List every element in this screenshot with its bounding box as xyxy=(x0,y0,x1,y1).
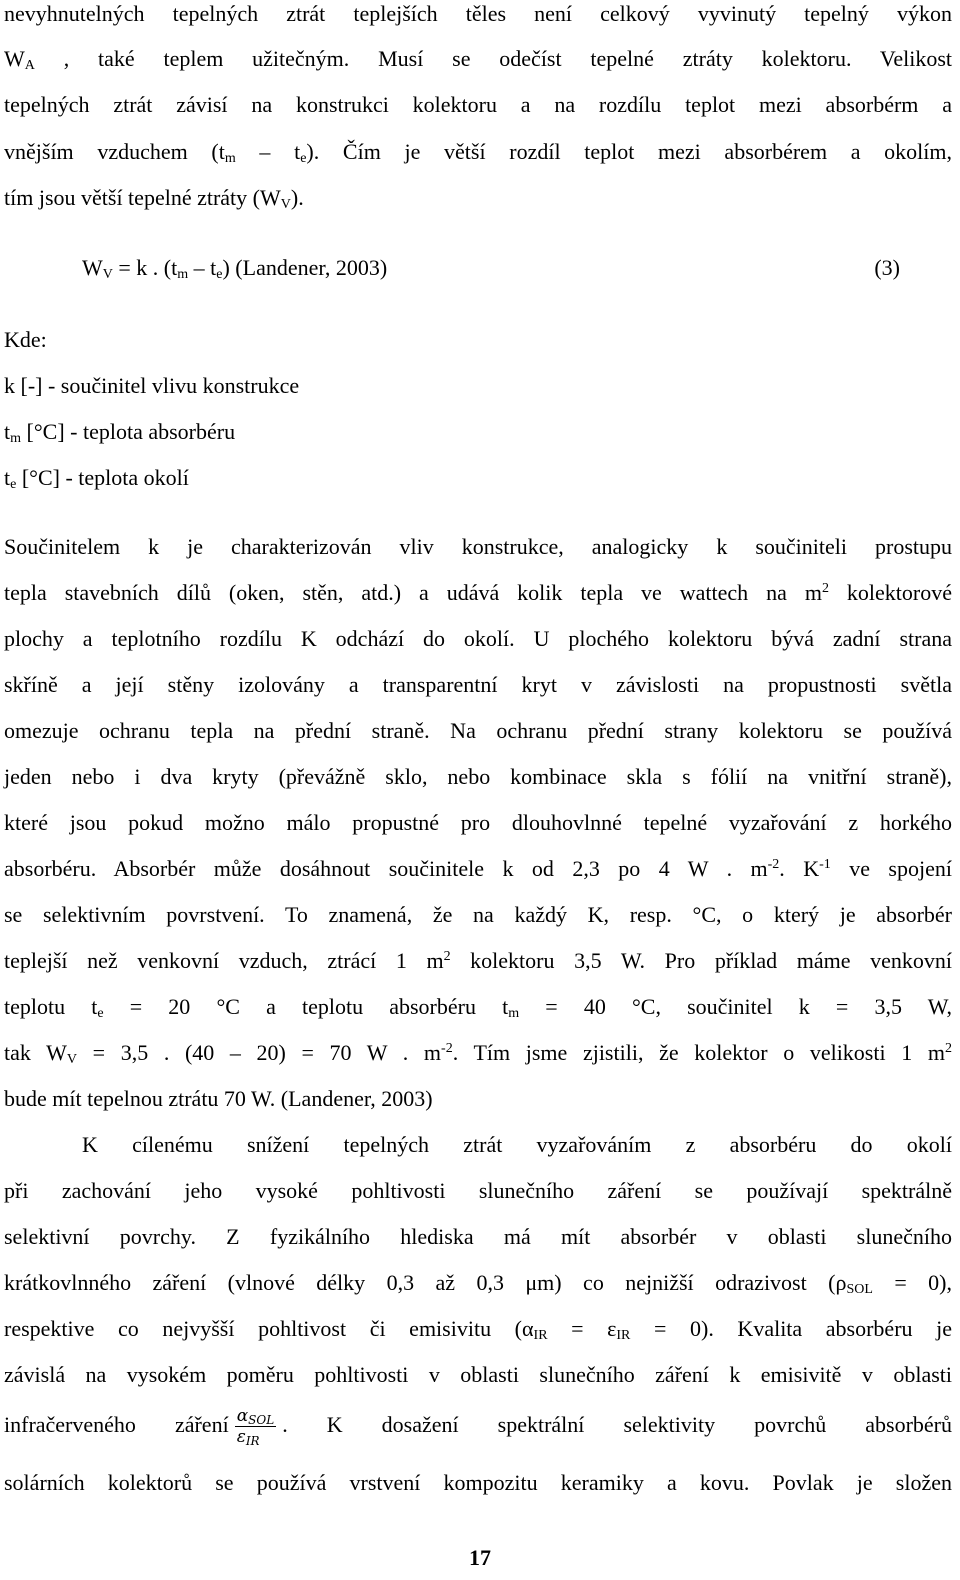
subscript: e xyxy=(300,151,307,166)
paragraph-line xyxy=(4,1269,952,1297)
paragraph-line xyxy=(82,1131,952,1159)
text: jeden nebo i dva kryty (převážně sklo, nebo kombinace skla s fólií na vnitřní straně), xyxy=(4,764,952,789)
equation xyxy=(82,254,952,282)
subscript: IR xyxy=(533,1328,548,1343)
text: omezuje ochranu tepla na přední straně. Na ochranu přední strany kolektoru se používá xyxy=(4,718,952,743)
paragraph-line xyxy=(4,625,952,653)
text: = ε xyxy=(547,1316,617,1341)
text: = 0), xyxy=(872,1270,953,1295)
paragraph-line xyxy=(4,533,952,561)
text: . K dosažení spektrální selektivity povrchů absorbérů xyxy=(282,1412,952,1437)
text: solárních kolektorů se používá vrstvení kompozitu keramiky a kovu. Povlak je složen xyxy=(4,1470,952,1495)
text: bude mít tepelnou ztrátu 70 W. (Landener, 2003) xyxy=(4,1086,433,1111)
paragraph-line xyxy=(4,1223,952,1251)
subscript: m xyxy=(177,267,189,282)
subscript: m xyxy=(224,151,236,166)
subscript: V xyxy=(280,197,291,212)
text: plochy a teplotního rozdílu K odchází do okolí. U plochého kolektoru bývá zadní strana xyxy=(4,626,952,651)
text: kolektorové xyxy=(828,580,952,605)
subscript: SOL xyxy=(248,1413,275,1428)
subscript: V xyxy=(102,267,113,282)
text: W xyxy=(4,46,25,71)
text: [°C] - teplota absorbéru xyxy=(21,419,236,444)
definition-tm xyxy=(4,418,952,446)
fraction-denominator xyxy=(235,1427,277,1447)
paragraph-line xyxy=(4,579,952,607)
paragraph-line xyxy=(4,671,952,699)
paragraph-line xyxy=(4,1085,952,1113)
text: α xyxy=(236,1406,249,1427)
paragraph-line xyxy=(4,91,952,119)
paragraph-line xyxy=(4,1177,952,1205)
text: teplotu t xyxy=(4,994,98,1019)
paragraph-line xyxy=(4,1361,952,1389)
paragraph-line xyxy=(4,901,952,929)
paragraph-line xyxy=(4,45,952,73)
text: ε xyxy=(236,1427,246,1448)
paragraph-line xyxy=(4,809,952,837)
paragraph-line xyxy=(4,763,952,791)
text: selektivní povrchy. Z fyzikálního hlediska má mít absorbér v oblasti slunečního xyxy=(4,1224,952,1249)
superscript: -2 xyxy=(441,1041,453,1056)
text: [°C] - teplota okolí xyxy=(16,465,189,490)
text: skříně a její stěny izolovány a transparentní kryt v závislosti na propustnosti světla xyxy=(4,672,952,697)
text: t xyxy=(4,419,11,444)
subscript: m xyxy=(10,431,22,446)
text: nevyhnutelných tepelných ztrát teplejších těles není celkový vyvinutý tepelný výkon xyxy=(4,1,952,26)
subscript: A xyxy=(24,58,35,73)
text: K cílenému snížení tepelných ztrát vyzařováním z absorbéru do okolí xyxy=(82,1132,952,1157)
text: vnějším vzduchem (t xyxy=(4,139,225,164)
text: = 0). Kvalita absorbéru je xyxy=(630,1316,953,1341)
text: infračerveného záření xyxy=(4,1412,229,1437)
paragraph-line xyxy=(4,993,952,1021)
text: závislá na vysokém poměru pohltivosti v oblasti slunečního záření k emisivitě v oblasti xyxy=(4,1362,952,1387)
text: . K xyxy=(779,856,820,881)
superscript: 2 xyxy=(443,949,451,964)
text: t xyxy=(4,465,11,490)
text: při zachování jeho vysoké pohltivosti slunečního záření se používají spektrálně xyxy=(4,1178,952,1203)
subscript: e xyxy=(10,477,17,492)
text: W xyxy=(82,255,103,280)
paragraph-line xyxy=(4,0,952,28)
equation-number: (3) xyxy=(874,255,900,280)
text: Součinitelem k je charakterizován vliv konstrukce, analogicky k součiniteli prostupu xyxy=(4,534,952,559)
text: krátkovlnného záření (vlnové délky 0,3 až 0,3 μm) co nejnižší odrazivost (ρ xyxy=(4,1270,847,1295)
text: . Tím jsme zjistili, že kolektor o velikosti 1 m xyxy=(452,1040,945,1065)
text: ) (Landener, 2003) xyxy=(222,255,388,280)
text: ). xyxy=(290,185,304,210)
subscript: m xyxy=(508,1006,520,1021)
text: = 40 °C, součinitel k = 3,5 W, xyxy=(519,994,952,1019)
text: kolektoru 3,5 W. Pro příklad máme venkovní xyxy=(450,948,952,973)
text: ). Čím je větší rozdíl teplot mezi absorbérem a okolím, xyxy=(306,139,952,164)
paragraph-line xyxy=(4,1039,952,1067)
text: tepla stavebních dílů (oken, stěn, atd.) a udává kolik tepla ve wattech na m xyxy=(4,580,822,605)
text: , také teplem užitečným. Musí se odečíst tepelné ztráty kolektoru. Velikost xyxy=(34,46,952,71)
text: – t xyxy=(188,255,217,280)
paragraph-line xyxy=(4,947,952,975)
superscript: -2 xyxy=(767,857,780,872)
fraction-numerator xyxy=(235,1406,277,1427)
subscript: IR xyxy=(245,1434,260,1449)
text: tepelných ztrát závisí na konstrukci kolektoru a na rozdílu teplot mezi absorbérm a xyxy=(4,92,952,117)
text: = 20 °C a teplotu absorbéru t xyxy=(103,994,509,1019)
definition-te xyxy=(4,464,952,492)
subscript: IR xyxy=(616,1328,631,1343)
text: tak W xyxy=(4,1040,67,1065)
text: absorbéru. Absorbér může dosáhnout součinitele k od 2,3 po 4 W . m xyxy=(4,856,768,881)
subscript: e xyxy=(97,1006,104,1021)
text: teplejší než venkovní vzduch, ztrácí 1 m xyxy=(4,948,444,973)
paragraph-line xyxy=(4,855,952,883)
superscript: 2 xyxy=(944,1041,952,1056)
text: = k . (t xyxy=(112,255,178,280)
superscript: -1 xyxy=(819,857,831,872)
subscript: e xyxy=(216,267,223,282)
definition-k: k [-] - součinitel vlivu konstrukce xyxy=(4,373,300,398)
paragraph-line xyxy=(4,1469,952,1497)
paragraph-line xyxy=(4,138,952,166)
paragraph-line xyxy=(4,1315,952,1343)
text: ve spojení xyxy=(830,856,952,881)
where-label: Kde: xyxy=(4,327,47,352)
paragraph-line xyxy=(4,717,952,745)
text: = 3,5 . (40 – 20) = 70 W . m xyxy=(77,1040,442,1065)
text: respektive co nejvyšší pohltivost či emisivitu (α xyxy=(4,1316,534,1341)
text: tím jsou větší tepelné ztráty (W xyxy=(4,185,281,210)
text: – t xyxy=(235,139,301,164)
subscript: SOL xyxy=(846,1282,873,1297)
text: které jsou pokud možno málo propustné pro dlouhovlnné tepelné vyzařování z horkého xyxy=(4,810,952,835)
subscript: V xyxy=(66,1052,78,1067)
paragraph-line xyxy=(4,1405,952,1447)
fraction-alpha-over-epsilon xyxy=(235,1406,277,1447)
page-number: 17 xyxy=(469,1545,491,1570)
superscript: 2 xyxy=(821,581,829,596)
text: se selektivním povrstvení. To znamená, že na každý K, resp. °C, o který je absorbér xyxy=(4,902,952,927)
paragraph-line xyxy=(4,184,952,212)
